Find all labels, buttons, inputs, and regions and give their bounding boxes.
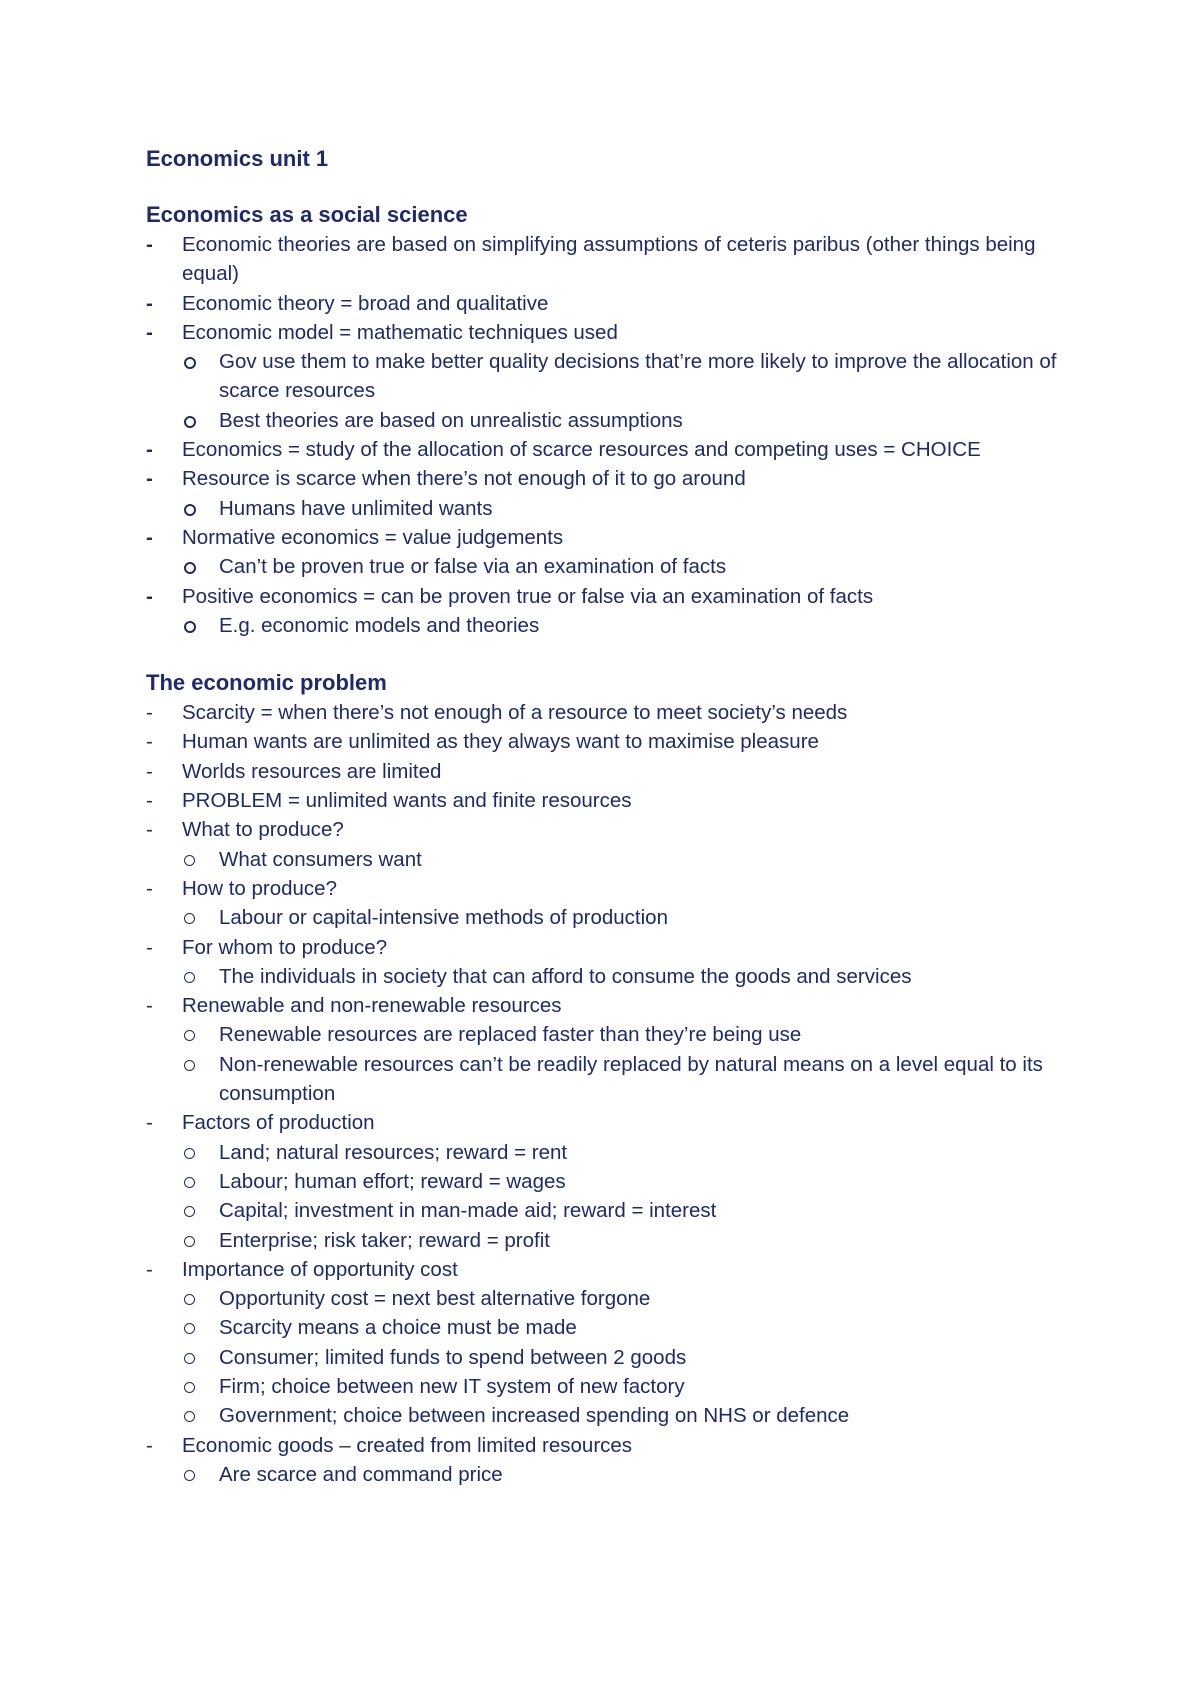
sub-item-text: Scarcity means a choice must be made [219,1316,577,1340]
sub-item-text: Are scarce and command price [219,1462,503,1486]
list-item [146,815,1076,844]
sub-item-text: Can’t be proven true or false via an examination of facts [219,555,727,579]
document-title: Economics unit 1 [146,146,329,171]
list-item-text: - Resource is scarce when there’s not enough of it to go around [182,467,746,491]
sub-list [146,552,1076,581]
sub-item [146,1138,1076,1167]
sub-item [146,552,1076,581]
list-item-text: - Normative economics = value judgements [182,525,564,549]
sub-item [146,1226,1076,1255]
sub-item-text: Labour or capital-intensive methods of production [219,906,668,930]
list-item [146,727,1076,756]
sub-item [146,1313,1076,1342]
list-item [146,318,1076,347]
sub-item-text: Gov use them to make better quality decisions that’re more likely to improve the allocation of scarce resources [219,350,1057,403]
sub-item [146,1167,1076,1196]
sub-item [146,1401,1076,1430]
list-item-text: - Human wants are unlimited as they always want to maximise pleasure [182,730,819,754]
sub-item [146,1196,1076,1225]
sub-item [146,1284,1076,1313]
bullet-list [146,582,1076,611]
list-item [146,289,1076,318]
sub-item-text: E.g. economic models and theories [219,613,540,637]
bullet-list [146,1431,1076,1460]
sub-list [146,1284,1076,1430]
sub-item [146,1050,1076,1109]
sub-item [146,1343,1076,1372]
bullet-list [146,523,1076,552]
bullet-list [146,874,1076,903]
sub-item [146,347,1076,406]
bullet-list [146,230,1076,347]
list-item [146,435,1076,464]
sub-item-text: What consumers want [219,847,422,871]
section-heading: The economic problem [146,670,387,696]
list-item-text: - PROBLEM = unlimited wants and finite resources [182,789,632,813]
sub-item-text: Firm; choice between new IT system of new factory [219,1374,685,1398]
sub-list [146,962,1076,991]
sub-item [146,406,1076,435]
sub-list [146,347,1076,435]
sub-item-text: Government; choice between increased spending on NHS or defence [219,1404,850,1428]
bullet-list [146,933,1076,962]
list-item [146,698,1076,727]
list-item-text: - Scarcity = when there’s not enough of a resource to meet society’s needs [182,701,848,725]
sub-list [146,611,1076,640]
list-item [146,874,1076,903]
sub-item [146,845,1076,874]
sub-item-text: Opportunity cost = next best alternative forgone [219,1287,651,1311]
sub-list [146,903,1076,932]
sub-item [146,903,1076,932]
list-item-text: - Economic goods – created from limited resources [182,1433,633,1457]
section-heading: Economics as a social science [146,202,468,227]
sub-list [146,1460,1076,1489]
sub-item-text: Enterprise; risk taker; reward = profit [219,1228,550,1252]
list-item [146,523,1076,552]
section-economic-problem [146,668,1076,1489]
sub-item-text: Best theories are based on unrealistic assumptions [219,408,683,432]
list-item-text: - How to produce? [182,876,337,900]
list-item [146,230,1076,289]
sub-item-text: Labour; human effort; reward = wages [219,1169,566,1193]
sub-list [146,494,1076,523]
list-item [146,582,1076,611]
sub-item-text: Humans have unlimited wants [219,496,493,520]
bullet-list [146,698,1076,844]
sub-item [146,962,1076,991]
sub-item [146,611,1076,640]
sub-item-text: Land; natural resources; reward = rent [219,1140,568,1164]
list-item-text: - Renewable and non-renewable resources [182,994,562,1018]
sub-item-text: Renewable resources are replaced faster than they’re being use [219,1023,802,1047]
document-body [146,144,1076,1489]
sub-item-text: Non-renewable resources can’t be readily replaced by natural means on a level equal to its consumption [219,1052,1043,1106]
list-item-text: - Economic model = mathematic techniques used [182,320,618,344]
sub-list [146,1138,1076,1255]
list-item [146,991,1076,1020]
list-item [146,933,1076,962]
sub-list [146,1020,1076,1108]
bullet-list [146,435,1076,494]
list-item-text: - Factors of production [182,1111,375,1135]
sub-item-text: The individuals in society that can afford to consume the goods and services [219,964,912,988]
sub-item [146,494,1076,523]
sub-item-text: Consumer; limited funds to spend between 2 goods [219,1345,687,1369]
list-item-text: - What to produce? [182,818,344,842]
bullet-list [146,1255,1076,1284]
sub-list [146,845,1076,874]
sub-item [146,1460,1076,1489]
list-item-text: - For whom to produce? [182,935,388,959]
sub-item-text: Capital; investment in man-made aid; reward = interest [219,1199,717,1223]
list-item [146,1431,1076,1460]
section-spacer [146,640,1076,668]
list-item-text: - Economic theory = broad and qualitative [182,291,549,315]
list-item-text: - Worlds resources are limited [182,759,442,783]
bullet-list [146,991,1076,1020]
list-item [146,464,1076,493]
list-item [146,757,1076,786]
list-item-text: - Economics = study of the allocation of scarce resources and competing uses = CHOICE [182,438,981,462]
sub-item [146,1020,1076,1049]
list-item-text: - Economic theories are based on simplifying assumptions of ceteris paribus (other things being equal) [182,233,1036,286]
list-item [146,1255,1076,1284]
list-item [146,786,1076,815]
list-item-text: - Positive economics = can be proven true or false via an examination of facts [182,584,874,608]
section-social-science [146,200,1076,640]
bullet-list [146,1108,1076,1137]
sub-item [146,1372,1076,1401]
list-item [146,1108,1076,1137]
list-item-text: - Importance of opportunity cost [182,1257,458,1281]
